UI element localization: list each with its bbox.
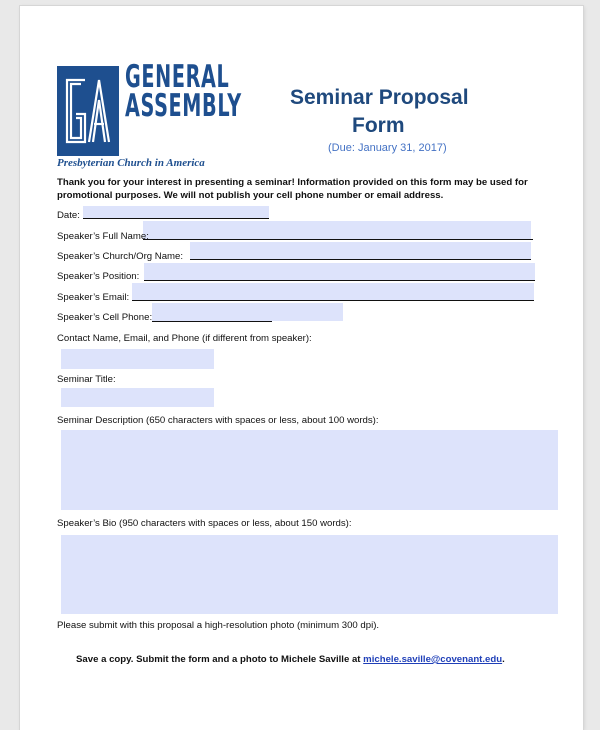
- contact-label: Contact Name, Email, and Phone (if different from speaker):: [57, 333, 312, 344]
- due-date: (Due: January 31, 2017): [328, 142, 447, 154]
- logo-line-assembly: ASSEMBLY: [125, 88, 242, 124]
- church-org-field[interactable]: [190, 242, 531, 260]
- contact-email-link[interactable]: michele.saville@covenant.edu: [363, 654, 503, 665]
- date-label: Date:: [57, 210, 80, 221]
- description-field[interactable]: [61, 430, 558, 510]
- intro-text: Thank you for your interest in presenting a seminar! Information provided on this form may be used for promotional purposes. We will not publish your cell phone number or email address.: [57, 177, 528, 201]
- description-label: Seminar Description (650 characters with spaces or less, about 100 words):: [57, 415, 379, 426]
- cell-phone-underline: [152, 321, 272, 322]
- ga-logo-icon: [57, 66, 119, 156]
- seminar-title-field[interactable]: [61, 388, 214, 407]
- form-page: [20, 6, 583, 730]
- full-name-field[interactable]: [143, 221, 531, 239]
- logo-subtitle: Presbyterian Church in America: [57, 157, 205, 169]
- footer-text: Save a copy. Submit the form and a photo to Michele Saville at: [76, 654, 364, 665]
- position-underline: [144, 280, 535, 281]
- cell-phone-field[interactable]: [152, 303, 343, 321]
- date-field[interactable]: [83, 206, 269, 218]
- full-name-underline: [143, 239, 533, 240]
- email-underline: [132, 300, 534, 301]
- form-title-line1: Seminar Proposal: [290, 86, 469, 109]
- position-label: Speaker’s Position:: [57, 271, 140, 282]
- email-label: Speaker’s Email:: [57, 292, 130, 303]
- logo-line-general: GENERAL: [125, 59, 230, 95]
- seminar-title-label: Seminar Title:: [57, 374, 116, 385]
- position-field[interactable]: [144, 263, 535, 280]
- cell-phone-label: Speaker’s Cell Phone:: [57, 312, 153, 323]
- contact-field[interactable]: [61, 349, 214, 369]
- full-name-label: Speaker’s Full Name:: [57, 231, 149, 242]
- form-title-line2: Form: [352, 114, 405, 137]
- footer-period: .: [502, 654, 505, 665]
- email-field[interactable]: [132, 283, 534, 301]
- church-org-label: Speaker’s Church/Org Name:: [57, 251, 184, 262]
- photo-note: Please submit with this proposal a high-resolution photo (minimum 300 dpi).: [57, 620, 380, 631]
- church-org-underline: [190, 259, 531, 260]
- date-underline: [83, 218, 269, 219]
- logo-wordmark: [125, 59, 242, 124]
- ga-logo-mark: [57, 66, 119, 156]
- bio-label: Speaker’s Bio (950 characters with spaces or less, about 150 words):: [57, 518, 352, 529]
- bio-field[interactable]: [61, 535, 558, 614]
- submission-instructions: [76, 654, 505, 665]
